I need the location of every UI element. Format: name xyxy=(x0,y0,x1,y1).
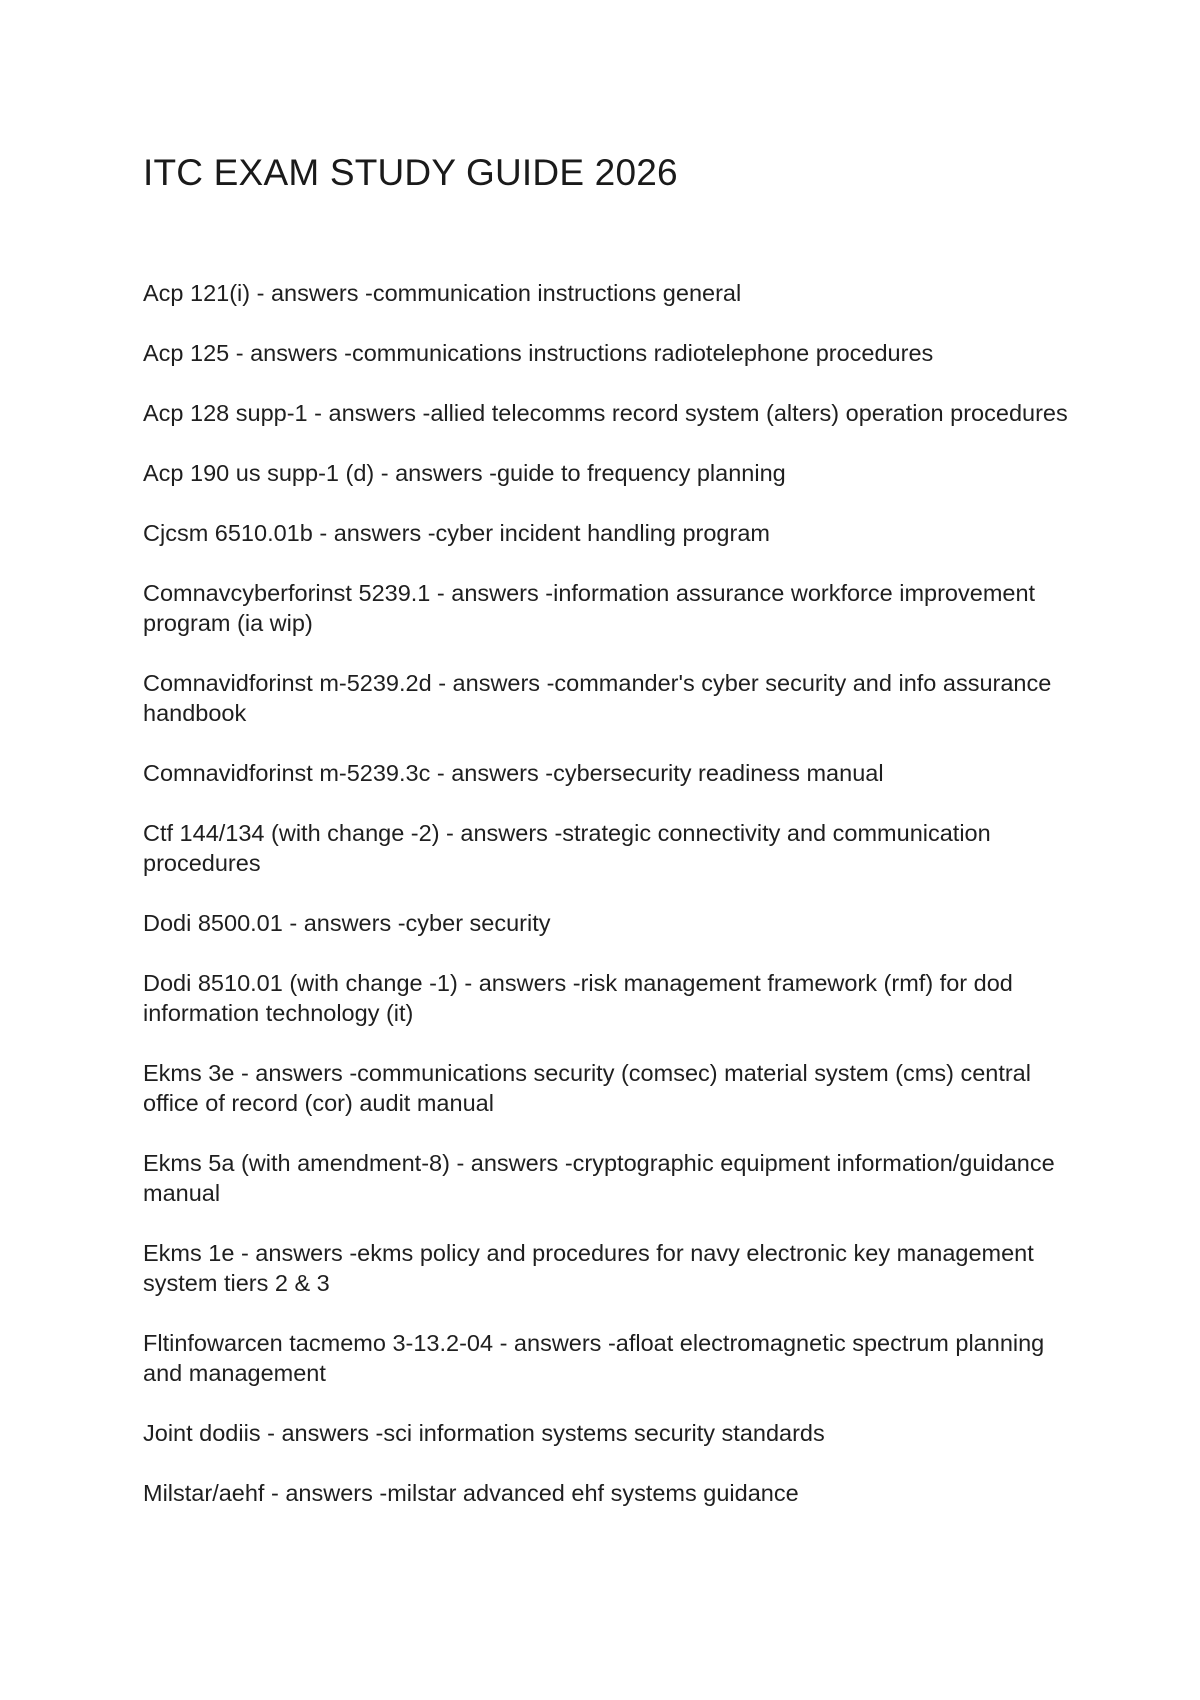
list-item: Ekms 5a (with amendment-8) - answers -cryptographic equipment information/guidance manual xyxy=(143,1150,1055,1206)
list-item: Dodi 8510.01 (with change -1) - answers -risk management framework (rmf) for dod information technology (it) xyxy=(143,970,1013,1026)
list-item: Acp 121(i) - answers -communication instructions general xyxy=(143,280,742,306)
list-item: Comnavidforinst m-5239.3c - answers -cybersecurity readiness manual xyxy=(143,760,884,786)
list-item: Ctf 144/134 (with change -2) - answers -strategic connectivity and communication procedures xyxy=(143,820,991,876)
list-item: Joint dodiis - answers -sci information systems security standards xyxy=(143,1420,825,1446)
list-item: Comnavcyberforinst 5239.1 - answers -information assurance workforce improvement program (ia wip) xyxy=(143,580,1036,636)
list-item: Comnavidforinst m-5239.2d - answers -commander's cyber security and info assurance handbook xyxy=(143,670,1052,726)
list-item: Ekms 1e - answers -ekms policy and procedures for navy electronic key management system tiers 2 & 3 xyxy=(143,1240,1034,1296)
list-item: Acp 128 supp-1 - answers -allied telecomms record system (alters) operation procedures xyxy=(143,400,1068,426)
list-item: Fltinfowarcen tacmemo 3-13.2-04 - answers -afloat electromagnetic spectrum planning and management xyxy=(143,1330,1045,1386)
list-item: Acp 125 - answers -communications instructions radiotelephone procedures xyxy=(143,340,934,366)
list-item: Cjcsm 6510.01b - answers -cyber incident handling program xyxy=(143,520,770,546)
list-item: Ekms 3e - answers -communications security (comsec) material system (cms) central office of record (cor) audit manual xyxy=(143,1060,1031,1116)
list-item: Dodi 8500.01 - answers -cyber security xyxy=(143,910,551,936)
page-title: ITC EXAM STUDY GUIDE 2026 xyxy=(143,152,678,193)
list-item: Acp 190 us supp-1 (d) - answers -guide to frequency planning xyxy=(143,460,786,486)
entry-list xyxy=(143,278,1080,1508)
list-item: Milstar/aehf - answers -milstar advanced ehf systems guidance xyxy=(143,1480,799,1506)
